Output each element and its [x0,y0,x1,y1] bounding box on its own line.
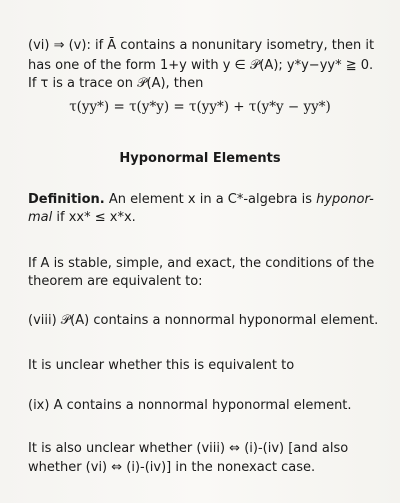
definition-text-2: if xx* ≤ x*x. [52,210,136,225]
paragraph-line-1: If A is stable, simple, and exact, the conditions of the [28,256,375,271]
paragraph-line-2: theorem are equivalent to: [28,274,203,289]
closing-line-2: whether (vi) ⇔ (i)-(iv)] in the nonexact case. [28,460,316,475]
unclear-statement: It is unclear whether this is equivalent to [28,358,295,373]
condition-ix: (ix) A contains a nonnormal hyponormal element. [28,398,352,413]
definition-label: Definition. [28,192,105,207]
definition-line-1 [28,190,374,210]
section-heading: Hyponormal Elements [119,151,281,166]
condition-viii: (viii) 𝒫(A) contains a nonnormal hyponormal element. [28,313,379,328]
trace-equation: τ(yy*) = τ(y*y) = τ(yy*) + τ(y*y − yy*) [69,99,331,115]
text-line-2: has one of the form 1+y with y ∈ 𝒫(A); y*y−yy* ≧ 0. [28,58,374,73]
text-line-3: If τ is a trace on 𝒫(A), then [28,76,204,91]
definition-text-1: An element x in a C*-algebra is [104,192,317,207]
definition-line-2 [28,208,136,228]
definition-term-part-2: mal [28,210,53,225]
definition-term-part-1: hyponor- [316,192,374,207]
text-line-1: (vi) ⇒ (v): if Ā contains a nonunitary isometry, then it [28,38,375,53]
closing-line-1: It is also unclear whether (viii) ⇔ (i)-(iv) [and also [28,441,349,456]
